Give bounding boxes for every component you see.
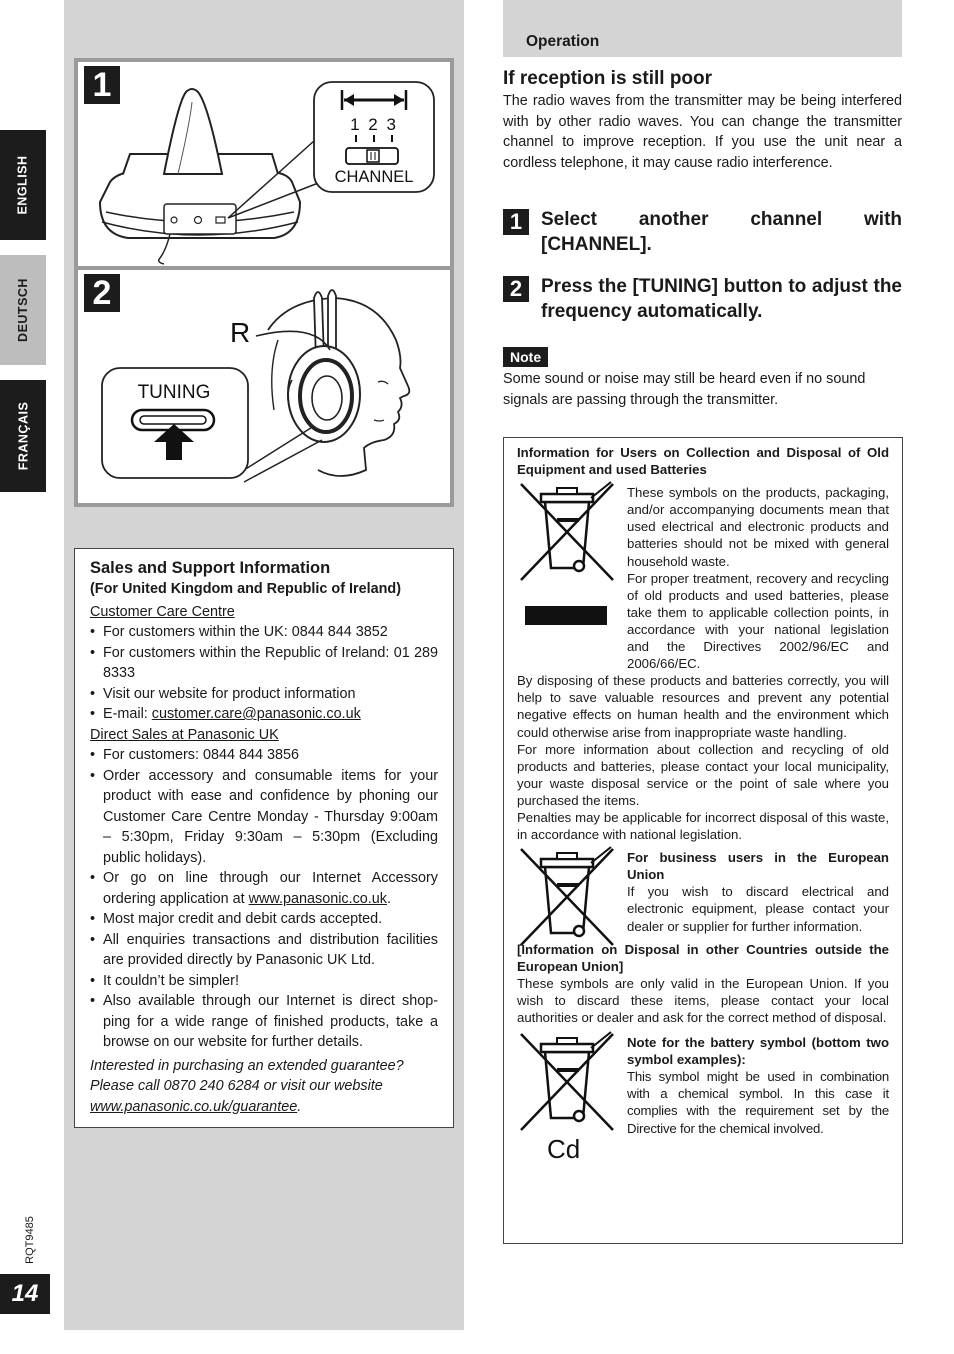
website-link[interactable]: www.panasonic.co.uk: [248, 890, 387, 907]
figure-step2-panel: [78, 270, 450, 503]
list-item: [90, 868, 438, 909]
disposing-paragraph: By disposing of these products and batteries correctly, you will help to save valuable resources and prevent any potential negative effects on human health and the environment which could otherwise arise from inappropriate waste handling.: [517, 673, 889, 740]
symbol-row-2: [517, 849, 889, 934]
guarantee-suffix: .: [297, 1098, 302, 1115]
crossed-bin-with-bar-icon: [517, 480, 617, 630]
email-prefix: E-mail:: [103, 706, 152, 722]
tab-francais: [0, 380, 46, 492]
step-1-number: 1: [503, 209, 529, 235]
tab-deutsch-label: DEUTSCH: [16, 278, 31, 342]
business-users-text: If you wish to discard electrical and electronic equipment, please contact your dealer or supplier for further information.: [627, 884, 889, 934]
cd-label: Cd: [547, 1134, 581, 1165]
guarantee-text: Interested in purchasing an extended guarantee? Please call 0870 240 6284 or visit our website: [90, 1057, 404, 1094]
outside-eu-text: These symbols are only valid in the European Union. If you wish to discard these items, please contact your local authorities or dealer and ask for the correct method of disposal.: [517, 975, 889, 1025]
support-subtitle: (For United Kingdom and Republic of Ireland): [90, 581, 401, 597]
list-item: • Also available through our Internet is direct shop-ping for a wide range of finished products, take a browse on our website for further details.: [90, 991, 438, 1053]
figure-step1-number: 1: [84, 66, 120, 104]
operation-header: [503, 0, 902, 57]
battery-symbol-title: Note for the battery symbol (bottom two symbol examples):: [627, 1035, 889, 1068]
customer-care-heading: Customer Care Centre: [90, 603, 235, 620]
channel-numbers: 1 2 3: [350, 115, 398, 134]
page-number: 14: [0, 1274, 50, 1314]
tab-english: [0, 130, 46, 240]
sales-support-box: [74, 548, 454, 1128]
list-item: • All enquiries transactions and distribution facilities are provided directly by Panasonic UK Ltd.: [90, 930, 438, 971]
outside-eu-title: [Information on Disposal in other Countries outside the European Union]: [517, 941, 889, 974]
list-item: • Most major credit and debit cards accepted.: [90, 909, 438, 930]
transmitter-illustration: [78, 62, 450, 266]
symbol-row-1: [517, 484, 889, 672]
direct-sales-list: [90, 745, 438, 1053]
battery-symbol-text: This symbol might be used in combination with a chemical symbol. In this case it complies with the requirement set by the Directive for the chemical involved.: [627, 1069, 889, 1136]
operation-header-label: Operation: [526, 33, 600, 50]
disposal-title: Information for Users on Collection and Disposal of Old Equipment and used Batteries: [517, 445, 889, 478]
direct-sales-heading: Direct Sales at Panasonic UK: [90, 726, 279, 743]
online-suffix: .: [387, 890, 391, 907]
list-item: • Visit our website for product information: [90, 684, 438, 705]
tab-deutsch: [0, 255, 46, 365]
figure-box: [74, 58, 454, 507]
list-item: • It couldn’t be simpler!: [90, 971, 438, 992]
more-info-paragraph: For more information about collection and recycling of old products and batteries, please contact your local municipality, your waste disposal service or the point of sale where you purchased the items.: [517, 741, 889, 808]
r-label: R: [230, 317, 251, 348]
list-item: • For customers within the UK: 0844 844 3852: [90, 622, 438, 643]
penalties-paragraph: Penalties may be applicable for incorrect disposal of this waste, in accordance with national legislation.: [517, 809, 889, 843]
list-item: [90, 704, 438, 725]
list-item: • For customers: 0844 844 3856: [90, 745, 438, 766]
online-prefix: Or go on line through our Internet Accessory ordering application at: [103, 870, 438, 907]
figure-step2-number: 2: [84, 274, 120, 312]
guarantee-link[interactable]: www.panasonic.co.uk/guarantee: [90, 1098, 298, 1115]
email-link[interactable]: customer.care@panasonic.co.uk: [151, 706, 361, 722]
tab-francais-label: FRANÇAIS: [16, 401, 30, 471]
crossed-bin-icon: [517, 845, 617, 949]
list-item: • For customers within the Republic of Ireland: 01 289 8333: [90, 643, 438, 684]
symbol-1-text: These symbols on the products, packaging, and/or accompanying documents mean that used electrical and electronic products and batteries should not be mixed with general household waste.: [627, 485, 889, 569]
symbol-row-3: [517, 1034, 889, 1165]
reception-intro: The radio waves from the transmitter may be being interfered with by other radio waves. You can change the transmitter channel to improve reception. If you use the unit near a cordless telephone, it may cause radio interference.: [503, 93, 902, 172]
note-text: Some sound or noise may still be heard even if no sound signals are passing through the transmitter.: [503, 371, 866, 408]
symbol-1-text-2: For proper treatment, recovery and recycling of old products and used batteries, please take them to applicable collection points, in accordance with your national legislation and the Directives 2002/96/EC and 2006/66/EC.: [627, 570, 889, 672]
reception-heading: If reception is still poor: [503, 68, 713, 89]
customer-care-list: [90, 622, 438, 725]
list-item: • Order accessory and consumable items for your product with ease and confidence by phoning our Customer Care Centre Monday - Thursday 9:00am – 5:30pm, Friday 9:30am – 5:30pm (Excluding public holidays).: [90, 766, 438, 869]
step-2-number: 2: [503, 276, 529, 302]
figure-step1-panel: [78, 62, 450, 266]
channel-label: CHANNEL: [334, 168, 414, 186]
step-2: [503, 274, 902, 324]
support-title: Sales and Support Information: [90, 559, 331, 577]
step-1: [503, 207, 902, 257]
note-badge: Note: [503, 347, 548, 367]
doc-code-label: RQT9485: [23, 1216, 36, 1264]
doc-code: [23, 1212, 48, 1272]
disposal-info-box: [503, 437, 903, 1244]
tab-english-label: ENGLISH: [16, 155, 30, 215]
headphone-illustration: [78, 270, 450, 503]
guarantee-note: [90, 1056, 438, 1118]
tuning-label: TUNING: [137, 382, 211, 403]
business-users-title: For business users in the European Union: [627, 850, 889, 883]
step-2-text: Press the [TUNING] button to adjust the frequency automatically.: [541, 276, 902, 322]
crossed-bin-cd-icon: [517, 1030, 617, 1166]
step-1-text: Select another channel with [CHANNEL].: [541, 209, 902, 255]
